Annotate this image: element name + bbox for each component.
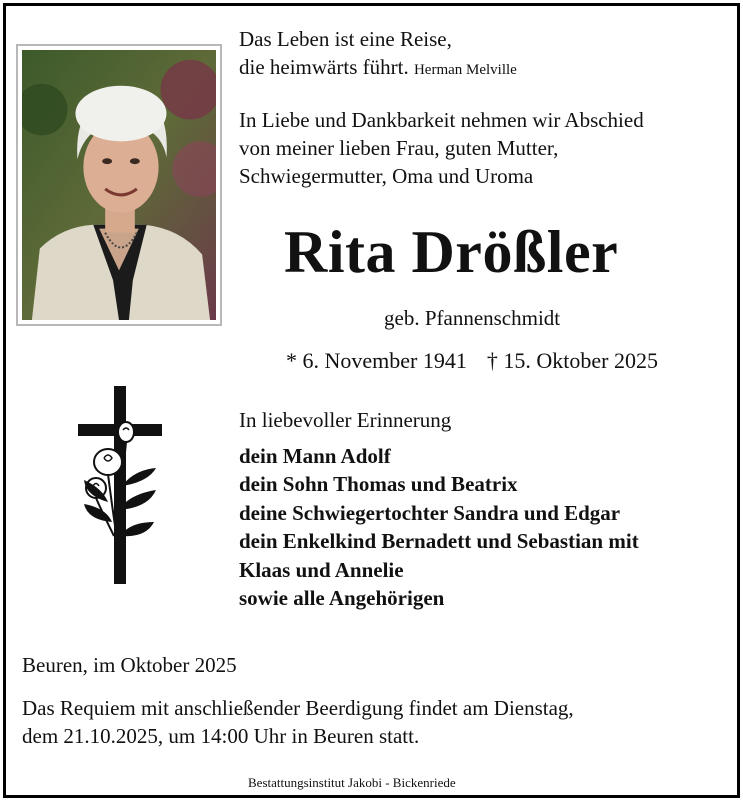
cross-with-roses-icon	[78, 386, 162, 584]
service-notice	[22, 694, 574, 750]
mourner-line: dein Enkelkind Bernadett und Sebastian mit	[239, 529, 639, 554]
farewell-intro	[239, 106, 644, 190]
poem-line-2	[239, 53, 517, 84]
intro-line-3: Schwiegermutter, Oma und Uroma	[239, 164, 534, 188]
mourner-line: sowie alle Angehörigen	[239, 586, 445, 611]
funeral-home-footer: Bestattungsinstitut Jakobi - Bickenriede	[248, 775, 456, 790]
place-and-date: Beuren, im Oktober 2025	[22, 653, 237, 677]
mourner-line: deine Schwiegertochter Sandra und Edgar	[239, 500, 621, 525]
intro-line-2: von meiner lieben Frau, guten Mutter,	[239, 136, 559, 160]
birth-name: geb. Pfannenschmidt	[384, 306, 561, 330]
poem-line-2-text: die heimwärts führt.	[239, 55, 409, 79]
intro-line-1: In Liebe und Dankbarkeit nehmen wir Abschied	[239, 108, 644, 132]
mourner-line: Klaas und Annelie	[239, 557, 404, 582]
poem-author: Herman Melville	[413, 62, 517, 78]
deceased-name: Rita Drößler	[284, 219, 619, 285]
death-date: † 15. Oktober 2025	[486, 348, 658, 373]
life-dates	[286, 346, 658, 376]
poem-line-1: Das Leben ist eine Reise,	[239, 27, 452, 51]
notice-line-1: Das Requiem mit anschließender Beerdigung findet am Dienstag,	[22, 696, 574, 720]
birth-date: * 6. November 1941	[286, 348, 467, 373]
portrait-photo	[16, 44, 222, 326]
poem-quote	[239, 25, 517, 84]
notice-line-2: dem 21.10.2025, um 14:00 Uhr in Beuren statt.	[22, 724, 420, 748]
mourners-list	[239, 442, 639, 612]
remembrance-heading: In liebevoller Erinnerung	[239, 408, 452, 432]
mourner-line: dein Sohn Thomas und Beatrix	[239, 472, 518, 497]
mourner-line: dein Mann Adolf	[239, 444, 391, 468]
